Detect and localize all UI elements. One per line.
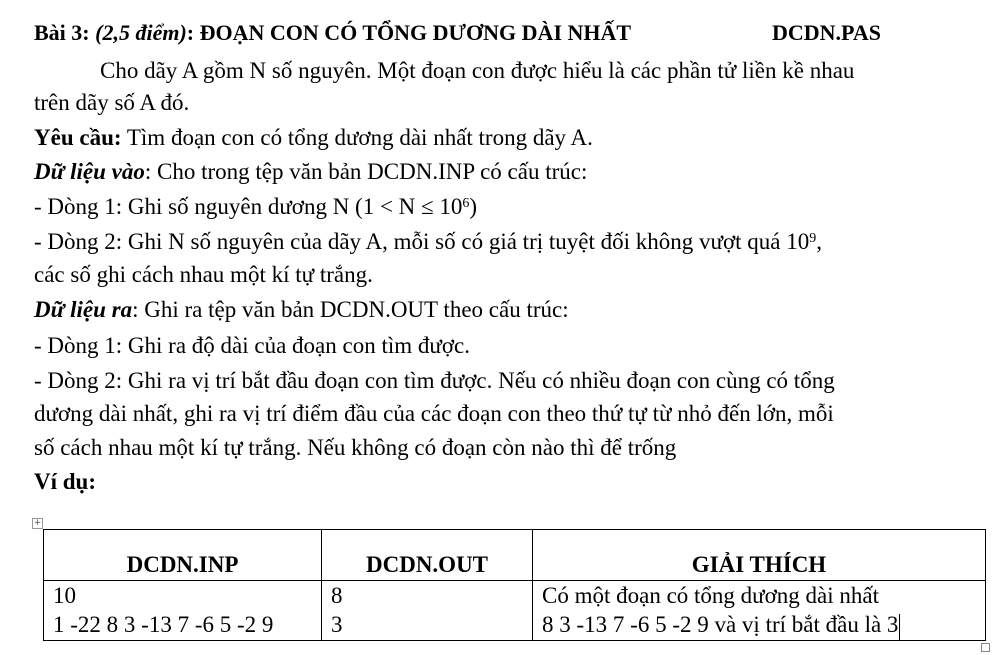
input-line-2-comma: ,: [816, 229, 822, 254]
input-line-2-exponent: 9: [809, 231, 817, 246]
output-text: : Ghi ra tệp văn bản DCDN.OUT theo cấu trúc:: [132, 297, 569, 322]
output-heading: [34, 295, 569, 325]
output-line-2: - Dòng 2: Ghi ra vị trí bắt đầu đoạn con tìm được. Nếu có nhiều đoạn con cùng có tổng: [34, 368, 835, 393]
table-move-handle-icon[interactable]: +: [33, 518, 42, 528]
requirement-text: Tìm đoạn con có tổng dương dài nhất trong dãy A.: [121, 125, 593, 150]
explain-line-1: Có một đoạn có tổng dương dài nhất: [542, 583, 880, 608]
output-label: Dữ liệu ra: [34, 297, 133, 322]
cell-out[interactable]: [322, 581, 533, 641]
text-cursor: [899, 614, 900, 640]
input-line-2-text: - Dòng 2: Ghi N số nguyên của dãy A, mỗi số có giá trị tuyệt đối không vượt quá 10: [34, 229, 810, 254]
input-line-1: [34, 192, 477, 222]
output-line-1: - Dòng 1: Ghi ra độ dài của đoạn con tìm được.: [34, 333, 470, 358]
intro-line-1: Cho dãy A gồm N số nguyên. Một đoạn con được hiểu là các phần tử liền kề nhau: [100, 58, 855, 83]
output-line-3: dương dài nhất, ghi ra vị trí điểm đầu của các đoạn con theo thứ tự từ nhỏ đến lớn, mỗi: [34, 401, 834, 426]
intro-line-2: trên dãy số A đó.: [34, 90, 190, 115]
requirement-line: [34, 123, 593, 153]
title-colon: :: [186, 20, 200, 45]
header-explain: GIẢI THÍCH: [533, 530, 986, 581]
problem-title: [34, 18, 881, 48]
explain-line-2: 8 3 -13 7 -6 5 -2 9 và vị trí bắt đầu là 3: [542, 612, 899, 637]
table-resize-handle[interactable]: [981, 643, 990, 652]
out-line-1: 8: [331, 583, 343, 608]
input-line-3: các số ghi cách nhau một kí tự trắng.: [34, 262, 373, 287]
explain-line-2-wrap: [542, 610, 985, 640]
input-line-2: [34, 227, 822, 257]
input-heading: [34, 157, 587, 187]
header-out: DCDN.OUT: [322, 530, 533, 581]
table-row: [44, 581, 986, 641]
requirement-label: Yêu cầu:: [34, 125, 122, 150]
input-line-1-exponent: 6: [462, 196, 470, 211]
inp-line-2: 1 -22 8 3 -13 7 -6 5 -2 9: [53, 612, 274, 637]
example-table: [43, 529, 986, 641]
output-line-4: số cách nhau một kí tự trắng. Nếu không có đoạn còn nào thì để trống: [34, 435, 677, 460]
cell-explain[interactable]: [533, 581, 986, 641]
title-prefix: Bài 3:: [34, 20, 96, 45]
title-name: ĐOẠN CON CÓ TỔNG DƯƠNG DÀI NHẤT: [199, 20, 632, 45]
header-inp: DCDN.INP: [44, 530, 322, 581]
cell-inp[interactable]: [44, 581, 322, 641]
table-header-row: [44, 530, 986, 581]
source-filename: DCDN.PAS: [772, 20, 881, 45]
out-line-2: 3: [331, 612, 343, 637]
input-line-1-close: ): [469, 194, 478, 219]
input-line-1-text: - Dòng 1: Ghi số nguyên dương N (1 < N ≤ 10: [34, 194, 463, 219]
inp-line-1: 10: [53, 583, 76, 608]
input-text: : Cho trong tệp văn bản DCDN.INP có cấu trúc:: [144, 159, 588, 184]
example-label: Ví dụ:: [34, 469, 96, 494]
title-points: (2,5 điểm): [95, 20, 187, 45]
input-label: Dữ liệu vào: [34, 159, 145, 184]
